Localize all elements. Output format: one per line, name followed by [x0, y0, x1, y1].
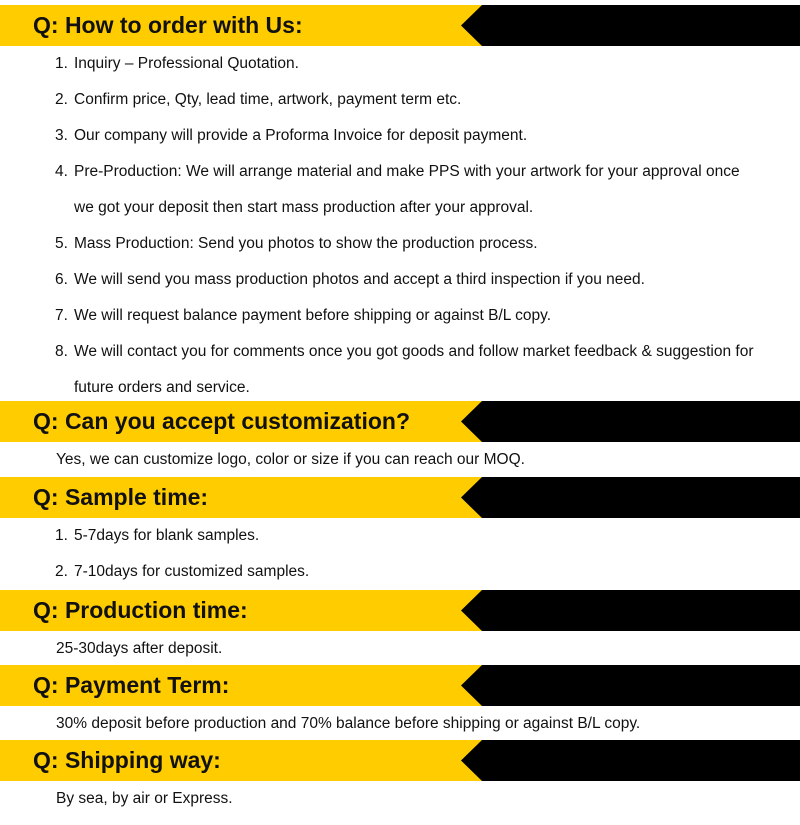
answer-text: We will contact you for comments once you got goods and follow market feedback & suggestion for	[74, 343, 754, 360]
answer-text: Confirm price, Qty, lead time, artwork, payment term etc.	[74, 91, 462, 108]
answer-text: We will send you mass production photos and accept a third inspection if you need.	[74, 271, 645, 288]
answer-number: 8.	[55, 343, 68, 360]
answer-text: Inquiry – Professional Quotation.	[74, 55, 299, 72]
question-title: Q: Shipping way:	[33, 747, 221, 773]
faq-section	[0, 477, 800, 580]
faq-section	[0, 5, 800, 396]
answer-text: 5-7days for blank samples.	[74, 527, 260, 544]
faq-section	[0, 401, 800, 468]
answer-text: 25-30days after deposit.	[56, 640, 223, 657]
question-banner	[0, 740, 800, 781]
question-banner	[0, 477, 800, 518]
question-banner	[0, 590, 800, 631]
question-banner	[0, 401, 800, 442]
question-banner	[0, 665, 800, 706]
answer-text: Our company will provide a Proforma Invoice for deposit payment.	[74, 127, 528, 144]
answer-number: 7.	[55, 307, 68, 324]
question-title: Q: How to order with Us:	[33, 12, 303, 38]
answer-number: 1.	[55, 55, 68, 72]
answer-number: 1.	[55, 527, 68, 544]
banner-black-arrow	[461, 5, 800, 46]
answer-text: Pre-Production: We will arrange material and make PPS with your artwork for your approval once	[74, 163, 740, 180]
answer-number: 4.	[55, 163, 68, 180]
question-banner	[0, 5, 800, 46]
faq-section	[0, 740, 800, 807]
answer-text: 7-10days for customized samples.	[74, 563, 310, 580]
answer-text: Yes, we can customize logo, color or size if you can reach our MOQ.	[56, 451, 525, 468]
faq-section	[0, 590, 800, 657]
banner-black-arrow	[461, 665, 800, 706]
answer-text: we got your deposit then start mass production after your approval.	[74, 199, 534, 216]
answer-text: 30% deposit before production and 70% balance before shipping or against B/L copy.	[56, 715, 641, 732]
banner-black-arrow	[461, 740, 800, 781]
answer-number: 3.	[55, 127, 68, 144]
question-title: Q: Payment Term:	[33, 672, 230, 698]
answer-text: By sea, by air or Express.	[56, 790, 233, 807]
banner-black-arrow	[461, 590, 800, 631]
answer-text: Mass Production: Send you photos to show the production process.	[74, 235, 538, 252]
answer-number: 5.	[55, 235, 68, 252]
answer-text: future orders and service.	[74, 379, 250, 396]
question-title: Q: Production time:	[33, 597, 248, 623]
answer-number: 2.	[55, 91, 68, 108]
answer-number: 6.	[55, 271, 68, 288]
question-title: Q: Sample time:	[33, 484, 209, 510]
banner-black-arrow	[461, 401, 800, 442]
answer-number: 2.	[55, 563, 68, 580]
faq-section	[0, 665, 800, 732]
answer-text: We will request balance payment before shipping or against B/L copy.	[74, 307, 552, 324]
banner-black-arrow	[461, 477, 800, 518]
question-title: Q: Can you accept customization?	[33, 408, 410, 434]
